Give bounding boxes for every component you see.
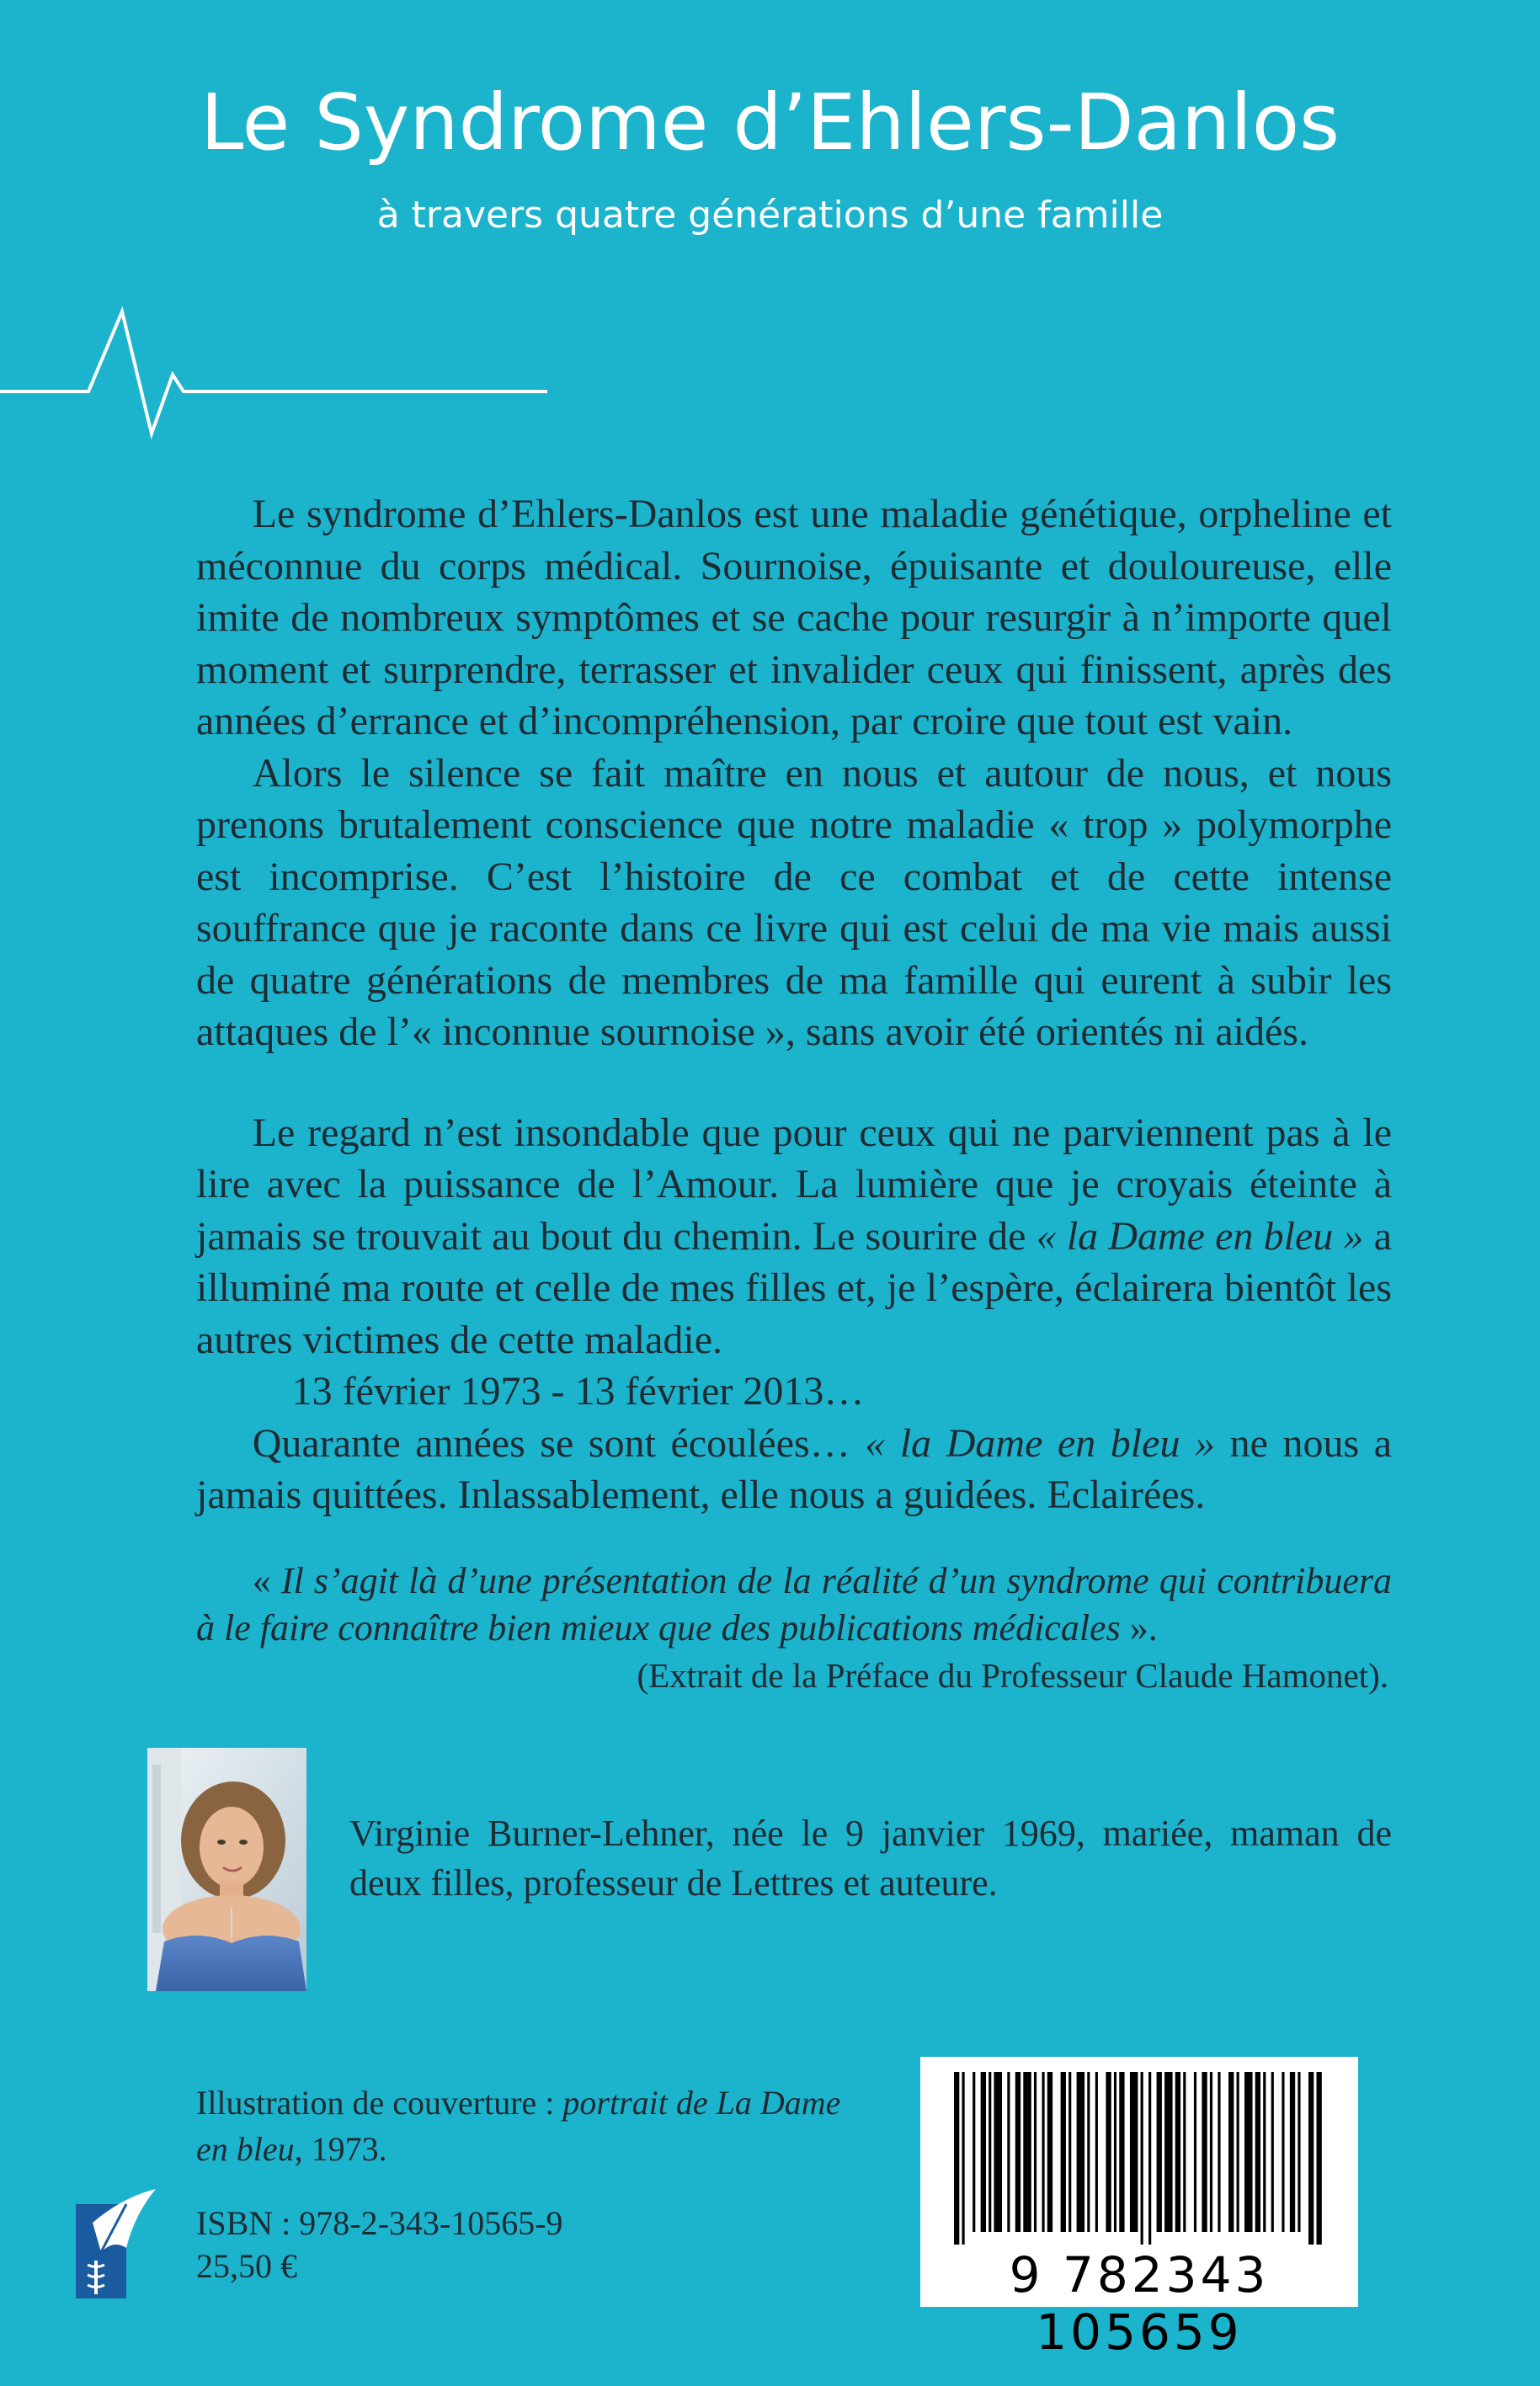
quote-text: Il s’agit là d’une présentation de la réalité d’un syndrome qui contribuera à le faire connaître bien mieux que des publications médicales xyxy=(196,1560,1392,1648)
barcode-bar xyxy=(1106,2072,1111,2232)
barcode-bar xyxy=(988,2072,991,2232)
barcode-bar xyxy=(1282,2072,1284,2232)
back-cover-text xyxy=(196,488,1392,1521)
barcode-bar xyxy=(962,2072,965,2245)
paragraph-4-start: Quarante années se sont écoulées… xyxy=(252,1420,866,1466)
paragraph-2: Alors le silence se fait maître en nous et autour de nous, et nous prenons brutalement conscience que notre maladie « trop » polymorphe est incomprise. C’est l’histoire de ce combat et de cette intense souffrance que je raconte dans ce livre qui est celui de ma vie mais aussi de quatre générations de membres de ma famille qui eurent à subir les attaques de l’« inconnue sournoise », sans avoir été orientés ni aidés. xyxy=(196,750,1392,1054)
barcode-bar xyxy=(972,2072,975,2232)
heartbeat-line-icon xyxy=(0,295,573,446)
book-title: Le Syndrome d’Ehlers-Danlos xyxy=(200,77,1340,168)
paragraph-4-end: ne nous a jamais quittées. Inlassablement, elle nous a guidées. Eclairées. xyxy=(196,1420,1392,1517)
paragraph-4-emphasis: « la Dame en bleu » xyxy=(865,1420,1216,1466)
barcode-bar xyxy=(1077,2072,1085,2232)
barcode-bar xyxy=(1157,2072,1162,2232)
barcode-bar xyxy=(1290,2072,1295,2232)
paragraph-4 xyxy=(196,1418,1392,1521)
credit-label: Illustration de couverture : xyxy=(196,2084,563,2122)
date-range: 13 février 1973 - 13 février 2013… xyxy=(291,1369,865,1414)
barcode-bar xyxy=(994,2072,1002,2232)
barcode-bar xyxy=(1015,2072,1020,2232)
quote-open-mark: « xyxy=(252,1560,281,1601)
price: 25,50 € xyxy=(196,2247,297,2285)
barcode-bar xyxy=(1087,2072,1090,2232)
barcode-bar xyxy=(1271,2072,1274,2232)
paragraph-3 xyxy=(196,1107,1392,1366)
barcode-bar xyxy=(1042,2072,1044,2232)
barcode-bar xyxy=(1164,2072,1173,2232)
barcode-bar xyxy=(1244,2072,1253,2232)
barcode-bar xyxy=(1317,2072,1322,2245)
barcode-digits: 9 782343 105659 xyxy=(1009,2246,1270,2361)
barcode-bar xyxy=(1308,2072,1314,2245)
barcode-bar xyxy=(1228,2072,1234,2232)
quote-text-line xyxy=(196,1558,1392,1652)
barcode-bar xyxy=(1183,2072,1186,2232)
barcode-bar xyxy=(1023,2072,1031,2232)
barcode-bar xyxy=(1068,2072,1071,2232)
barcode-bar xyxy=(1202,2072,1207,2232)
book-subtitle: à travers quatre générations d’une famille xyxy=(376,194,1164,237)
barcode-bar xyxy=(1175,2072,1180,2232)
barcode-bar xyxy=(1141,2072,1143,2245)
barcode-bar xyxy=(1194,2072,1196,2232)
paragraph-3-end: a illuminé ma route et celle de mes filles et, je l’espère, éclairera bientôt les autres victimes de cette maladie. xyxy=(196,1213,1392,1362)
barcode-bar xyxy=(954,2072,959,2245)
barcode-bar xyxy=(1263,2072,1266,2232)
barcode-bar xyxy=(1237,2072,1239,2232)
paragraph-1: Le syndrome d’Ehlers-Danlos est une maladie génétique, orpheline et méconnue du corps médical. Sournoise, épuisante et douloureuse, elle imite de nombreux symptômes et se cache pour resurgir à n’importe quel moment et surprendre, terrasser et invalider ceux qui finissent, après des années d’errance et d’incompréhension, par croire que tout est vain. xyxy=(196,492,1392,743)
cover-credit xyxy=(196,2080,870,2172)
publisher-logo-icon xyxy=(76,2189,160,2298)
author-bio: Virginie Burner-Lehner, née le 9 janvier 1969, mariée, maman de deux filles, professeur de Lettres et auteure. xyxy=(349,1813,1392,1904)
barcode xyxy=(920,2057,1358,2361)
barcode-bar xyxy=(1119,2072,1124,2232)
credit-title: portrait de La Dame en bleu xyxy=(196,2084,841,2168)
quote-source: (Extrait de la Préface du Professeur Claude Hamonet). xyxy=(637,1656,1388,1695)
credit-year: , 1973. xyxy=(294,2130,387,2168)
barcode-bar xyxy=(1034,2072,1036,2232)
barcode-bar xyxy=(981,2072,986,2232)
barcode-bar xyxy=(1298,2072,1300,2232)
barcode-bar xyxy=(1130,2072,1138,2232)
author-photo xyxy=(147,1748,306,1991)
quote-close-mark: ». xyxy=(1120,1607,1158,1648)
barcode-bar xyxy=(1061,2072,1066,2232)
paragraph-3-emphasis: « la Dame en bleu » xyxy=(1036,1213,1364,1259)
barcode-bar xyxy=(1007,2072,1010,2232)
preface-quote xyxy=(196,1558,1392,1699)
barcode-bar xyxy=(1148,2072,1151,2245)
isbn: ISBN : 978-2-343-10565-9 xyxy=(196,2204,563,2242)
barcode-bar xyxy=(1095,2072,1098,2232)
barcode-bar xyxy=(1218,2072,1220,2232)
barcode-bar xyxy=(1210,2072,1212,2232)
barcode-bar xyxy=(1255,2072,1260,2232)
barcode-bar xyxy=(1047,2072,1052,2232)
paragraph-3-start: Le regard n’est insondable que pour ceux qui ne parviennent pas à le lire avec la puissance de l’Amour. La lumière que je croyais éteinte à jamais se trouvait au bout du chemin. Le sourire de xyxy=(196,1110,1392,1259)
barcode-bar xyxy=(1114,2072,1116,2232)
